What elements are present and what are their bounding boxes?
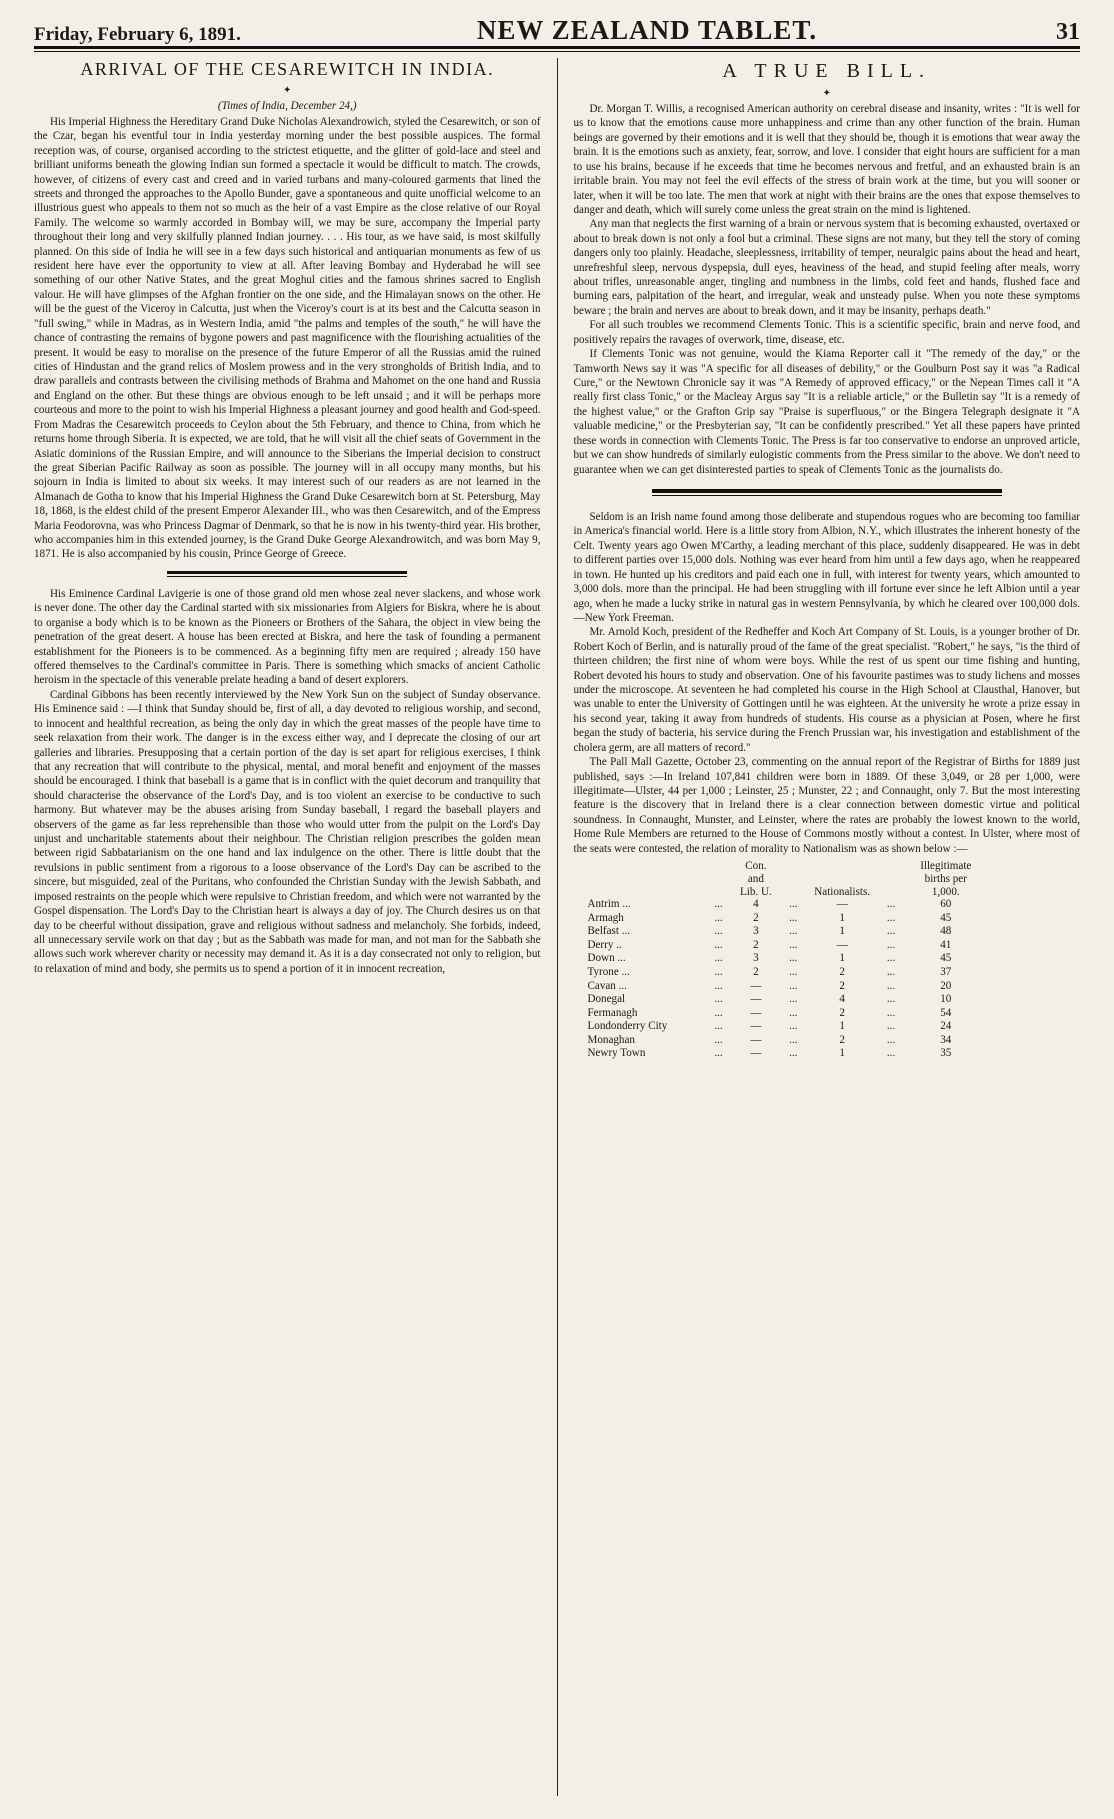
table-row <box>584 980 984 994</box>
con-lib-cell: 2 <box>753 911 759 924</box>
section-divider <box>652 489 1002 496</box>
issue-date: Friday, February 6, 1891. <box>34 24 241 45</box>
con-lib-cell: — <box>750 1020 762 1033</box>
dots-cell: ... <box>886 979 896 992</box>
dots-cell: ... <box>789 898 798 911</box>
table-body <box>584 898 984 1060</box>
illegitimate-cell: 37 <box>940 966 952 978</box>
dots-cell: ... <box>789 911 798 924</box>
table-row <box>584 898 984 912</box>
county-cell: Down ... <box>587 952 626 965</box>
con-lib-cell: — <box>750 1033 762 1046</box>
county-cell: Newry Town <box>587 1047 646 1060</box>
illegitimate-cell: 10 <box>940 993 952 1006</box>
table-row <box>584 1034 984 1048</box>
county-cell: Belfast ... <box>587 925 631 938</box>
dots-cell: ... <box>714 938 723 951</box>
table-row <box>584 925 984 939</box>
right-column <box>563 58 1081 1796</box>
illegitimate-cell: 54 <box>940 1006 952 1019</box>
table-row <box>584 912 984 926</box>
true-bill-paragraph-3: For all such troubles we recommend Clements Tonic. This is a scientific specific, brain and nerve food, and positively repairs the ravages of overwork, time, disease, etc. <box>573 319 1080 346</box>
dots-cell: ... <box>886 938 896 951</box>
dots-cell: ... <box>886 1047 896 1060</box>
koch-paragraph: Mr. Arnold Koch, president of the Redheffer and Koch Art Company of St. Louis, is a younger brother of Dr. Robert Koch of Berlin, and is naturally proud of the fame of the great specialist. "Robert," he says, "is the third of thirteen children; the first nine of whom were boys. While the rest of us spent our time fishing and hunting, Robert devoted his hours to study and observation. One of his favourite pastimes was to study lichens and mosses under the microscope. At seventeen he had completed his course in the High School at Clausthal, Hanover, but was unable to enter the University of Gottingen until he was eighteen. At the university he wrote a prize essay in his second year, taking it away from hundreds of students. His course as a physician at Posen, where he first began the study of bacteria, his service during the French Prussian war, his investigation and establishment of the cholera germ, are all matters of record." <box>573 626 1080 754</box>
table-row <box>584 939 984 953</box>
dots-cell: ... <box>789 925 798 938</box>
con-lib-cell: 4 <box>753 898 759 911</box>
dots-cell: ... <box>789 1033 798 1046</box>
nationalists-cell: 2 <box>839 1006 845 1019</box>
true-bill-paragraph-4: If Clements Tonic was not genuine, would the Kiama Reporter call it "The remedy of the day," or the Tamworth News say it was "A specific for all diseases of debility," or the Goulburn Post say it was "a Radical Cure," or the Newtown Chronicle say it was "A Remedy of approved efficacy," or the Nepean Times call it "A really first class Tonic," or the Macleay Argus say "It is a reliable article," or the Bulletin say "It is a remedy of the highest value," or the Grafton Grip say "Praise is superfluous," or the Bingera Telegraph designate it "A valuable medicine," or the Presbyterian say, "It can be confidently prescribed." Yet all these papers have printed these words in connection with Clements Tonic. The Press is far too conservative to endorse an unproved article, but we can show hundreds of similarly eulogistic comments from the Press similar to the above. We don't need to guarantee when we can get disinterested parties to speak of Clements Tonic as the journalists do. <box>573 348 1080 476</box>
table-row <box>584 966 984 980</box>
dots-cell: ... <box>714 1033 723 1046</box>
dots-cell: ... <box>714 952 723 965</box>
header-nationalists: Nationalists. <box>814 885 871 898</box>
county-cell: Londonderry City <box>587 1020 668 1033</box>
county-cell: Derry .. <box>587 938 622 951</box>
dots-cell: ... <box>789 1047 798 1060</box>
true-bill-paragraph-2: Any man that neglects the first warning of a brain or nervous system that is becoming exhausted, overtaxed or about to break down is not only a fool but a criminal. These signs are not many, but they tell the story of coming dangers only too plainly. Headache, sleeplessness, irritability of temper, neuralgic pains about the head and heart, unrefreshful sleep, nervous dyspepsia, dull eyes, heaviness of the head, and stupid feeling after meals, worry about trifles, unreasonable anger, tingling and numbness in the limbs, cold feet and hands, flushed face and burning ears, palpitation of the heart, and irregular, weak and unsteady pulse. When you note these symptoms beware ; the brain and nerves are about to break down, and it may be insanity, perhaps death." <box>573 218 1080 317</box>
nationalists-cell: — <box>836 938 848 951</box>
county-cell: Armagh <box>587 911 624 924</box>
illegitimate-cell: 48 <box>940 925 952 938</box>
dots-cell: ... <box>886 1033 896 1046</box>
section-divider <box>167 571 407 577</box>
dots-cell: ... <box>789 1006 798 1019</box>
ulster-statistics-table <box>584 860 984 1061</box>
illegitimate-cell: 20 <box>940 979 952 992</box>
masthead-rule <box>34 51 1080 52</box>
con-lib-cell: — <box>750 1047 762 1060</box>
article-dateline: (Times of India, December 24,) <box>217 100 357 113</box>
dots-cell: ... <box>886 925 896 938</box>
dots-cell: ... <box>714 979 723 992</box>
article-lavigerie-body: His Eminence Cardinal Lavigerie is one of those grand old men whose zeal never slackens, and whose work is never done. The other day the Cardinal started with six missionaries from Algiers for Biskra, where he is about to organise a body which is to be known as the Pioneers or Brothers of the Sahara, the object in view being the penetration of the great desert. A house has been erected at Biskra, and here the task of founding a permanent establishment for the Pioneers is to be commenced. As a beginning fifty men are required ; already 150 have offered themselves to the Cardinal's committee in Paris. There is something which smacks of ancient Catholic heroism in the spectacle of this venerable prelate heading a band of desert explorers. <box>34 587 541 687</box>
column-rule <box>557 58 558 1796</box>
illegitimate-cell: 24 <box>940 1020 952 1033</box>
illegitimate-cell: 35 <box>940 1047 952 1060</box>
table-row <box>584 1047 984 1061</box>
article-heading-true-bill: A TRUE BILL. <box>722 60 932 82</box>
dots-cell: ... <box>789 938 798 951</box>
ornament-icon: ✦ <box>822 88 831 99</box>
table-row <box>584 1020 984 1034</box>
dots-cell: ... <box>714 1020 723 1033</box>
nationalists-cell: 2 <box>839 966 845 978</box>
con-lib-cell: — <box>750 979 762 992</box>
ornament-icon: ✦ <box>283 85 292 97</box>
dots-cell: ... <box>886 993 896 1006</box>
dots-cell: ... <box>789 979 798 992</box>
con-lib-cell: — <box>750 993 762 1006</box>
masthead <box>34 6 1080 49</box>
page-number: 31 <box>1056 19 1080 45</box>
columns <box>34 58 1080 1796</box>
con-lib-cell: 3 <box>753 952 759 965</box>
newspaper-title: NEW ZEALAND TABLET. <box>476 15 818 45</box>
dots-cell: ... <box>886 1006 896 1019</box>
table-row <box>584 952 984 966</box>
dots-cell: ... <box>714 925 723 938</box>
dots-cell: ... <box>886 952 896 965</box>
dots-cell: ... <box>714 966 723 978</box>
true-bill-paragraph-1: Dr. Morgan T. Willis, a recognised American authority on cerebral disease and insanity, writes : "It is well for us to know that the emotions cause more unhappiness and crime than any other function of the brain. Human beings are governed by their emotions and it is well that they should be, though it is emotions that wear away the brain. It is the emotions such as anxiety, fear, sorrow, and love. I consider that eight hours are sufficient for a man to use his brains, because if he exceeds that time he becomes nervous and fretful, and an exhausted brain is an irritable brain. You may not feel the evil effects of the stress of brain work at the time, but you will sooner or later, when it will be too late. The men that work at night with their brains are the ones that expose themselves to danger and death, which will surely come unless the great strain on the mind is lightened. <box>573 103 1080 216</box>
illegitimate-cell: 45 <box>940 952 952 965</box>
dots-cell: ... <box>886 1020 896 1033</box>
county-cell: Antrim ... <box>587 898 631 911</box>
dots-cell: ... <box>789 1020 798 1033</box>
county-cell: Fermanagh <box>587 1006 638 1019</box>
con-lib-cell: — <box>750 1006 762 1019</box>
table-row <box>584 1007 984 1021</box>
dots-cell: ... <box>886 911 896 924</box>
nationalists-cell: 2 <box>839 1033 845 1046</box>
article-cesarewitch-body: His Imperial Highness the Hereditary Grand Duke Nicholas Alexandrowich, styled the Cesarewitch, or son of the Czar, began his eventful tour in India yesterday morning under the best possible auspices. The formal reception was, of course, organised according to the strictest etiquette, and the glitter of gold-lace and steel and brilliant uniforms beneath the glowing Indian sun formed a spectacle it would be difficult to match. The crowds, however, of citizens of every cast and creed and in varied turbans and many-coloured garments that lined the streets and thronged the approaches to the Apollo Bunder, gave a spontaneous and quite unofficial welcome to an illustrious guest who appeals to them not so much as the heir of a vast Empire as the close relative of our Royal Family. The welcome so warmly accorded in Bombay will, we may be sure, accompany the Imperial party throughout their long and very skilfully planned Indian journey. . . . His tour, as we have said, is most skilfully planned. On this side of India he will see in a few days such historical and antiquarian monuments as few of us resident here have ever the opportunity to view at all. After leaving Bombay and Hyderabad he will see something of our other Native States, and the great Moghul cities and the famous shrines sacred to English valour. He will have glimpses of the Afghan frontier on the one side, and the Himalayan snows on the other. He will be the guest of the Viceroy in Calcutta, just when the Viceroy's court is at its best and the Calcutta season in "full swing," while in Madras, as in Western India, amid "the palms and temples of the south," he will have the chance of contrasting the remains of bygone powers and past magnificence with the flourishing actualities of the present. It would be easy to moralise on the presence of the future Emperor of all the Russias amid the ruined cities of Hindustan and the grand relics of Moslem prowess and in the very strongholds of British India, and to draw parallels and contrasts between the civilising methods of Brahma and Mahomet on the one hand and Russia and England on the other. But these things are obvious enough to be left unsaid ; and it will be perhaps more courteous and more to the point to wish his Imperial Highness a pleasant journey and good health and God-speed. From Madras the Cesarewitch proceeds to Ceylon about the 5th February, and thence to China, from which he returns home through Siberia. It is expected, we are told, that he will visit all the chief seats of Government in the Asiatic dominions of the Russian Empire, and will announce to the Siberians the Imperial decision to construct the great Siberian Pacific Railway as soon as possible. The journey will in all occupy many months, but his sojourn in India is limited to about six weeks. It may interest such of our readers as are not learned in the Almanach de Gotha to know that his Imperial Highness the Grand Duke Cesarewitch born at St. Petersburg, May 18, 1868, is the eldest child of the present Emperor Alexander III., who was then Cesarewitch, and of the Empress Maria Feodorovna, was who Princess Dagmar of Denmark, so that he is now in his twenty-third year. His brother, who accompanies him in this extended journey, is the Grand Duke George Alexandrowitch, and was born May 9, 1871. He is also accompanied by his cousin, Prince George of Greece. <box>34 115 541 561</box>
dots-cell: ... <box>789 993 798 1006</box>
nationalists-cell: 1 <box>839 1020 845 1033</box>
dots-cell: ... <box>886 966 896 978</box>
illegitimate-cell: 60 <box>940 898 952 911</box>
table-row <box>584 993 984 1007</box>
nationalists-cell: 2 <box>839 979 845 992</box>
county-cell: Cavan ... <box>587 979 627 992</box>
nationalists-cell: — <box>836 898 848 911</box>
nationalists-cell: 4 <box>839 993 845 1006</box>
dots-cell: ... <box>714 911 723 924</box>
nationalists-cell: 1 <box>839 925 845 938</box>
article-gibbons-body: Cardinal Gibbons has been recently interviewed by the New York Sun on the subject of Sunday observance. His Eminence said : —I think that Sunday should be, first of all, a day devoted to religious worship, and second, to innocent and healthful recreation, as being the only day in which the great masses of the people have time to seek relaxation from their work. The danger is in the excess either way, and I deprecate the closing of our art galleries and libraries. Presupposing that a certain portion of the day is set apart for religious exercises, I think that any recreation that will contribute to the physical, mental, and moral benefit and enjoyment of the masses should be encouraged. I think that baseball is a game that is in conflict with the quiet decorum and tranquility that should characterise the observance of the Lord's Day, and is too violent an exercise to be conductive to such harmony. But whatever may be the abuses arising from Sunday baseball, I regard the baseball players and observers of the game as far less reprehensible than those who would utter from the pulpit on the Lord's Day unjust and uncharitable statements about their neighbour. The Christian religion prescribes the golden mean between rigid Sabbatarianism on the one hand and lax indulgence on the other. There is little doubt that the revulsions in public sentiment from a rigorous to a loose observance of the Lord's Day can be ascribed to the sincere, but misguided, zeal of the Puritans, who confounded the Christian Sunday with the Jewish Sabbath, and imposed restraints on the people which were repulsive to Christian freedom, and which were not warranted by the Gospel dispensation. The Lord's Day to the Christian heart is always a day of joy. The Church desires us on that day to be cheerful without dissipation, grave and religious without sadness and melancholy. She forbids, indeed, all unnecessary servile work on that day ; but as the Sabbath was made for man, and not man for the Sabbath she allows such work wherever charity or necessity may demand it. As it is a day consecrated not only to religion, but to relaxation of mind and body, she permits us to spend a portion of it in innocent recreation, <box>34 688 541 975</box>
county-cell: Tyrone ... <box>587 966 630 978</box>
left-column <box>34 58 552 1796</box>
irish-honesty-paragraph: Seldom is an Irish name found among those deliberate and stupendous rogues who are becoming too familiar in America's financial world. Here is a little story from Albion, N.Y., which illustrates the inherent honesty of the Celt. Twenty years ago Owen M'Carthy, a leading merchant of this place, suddenly disappeared. He was in debt to different parties over 15,000 dols. Nothing was ever heard from him until a few days ago, when he reappeared in town. He hunted up his creditors and paid each one in full, with interest for twenty years, which amounted to 3,000 dols. more than the principal. He had been struggling with ill fortune ever since he left Albion until a year ago, when he made a lucky strike in natural gas in western Pennsylvania, by which he cleared over 100,000 dols.—New York Freeman. <box>573 510 1080 624</box>
con-lib-cell: 3 <box>753 925 759 938</box>
nationalists-cell: 1 <box>839 1047 845 1060</box>
illegitimate-cell: 34 <box>940 1033 952 1046</box>
county-cell: Monaghan <box>587 1033 635 1046</box>
nationalists-cell: 1 <box>839 952 845 965</box>
dots-cell: ... <box>886 898 896 911</box>
illegitimate-cell: 45 <box>940 911 952 924</box>
dots-cell: ... <box>714 1047 723 1060</box>
pall-mall-paragraph: The Pall Mall Gazette, October 23, commenting on the annual report of the Registrar of Births for 1889 just published, says :—In Ireland 107,841 children were born in 1889. Of these 3,049, or 28 per 1,000, were illegitimate—Ulster, 44 per 1,000 ; Leinster, 25 ; Munster, 22 ; and Connaught, only 7. But the most interesting feature is the discovery that in Ireland there is a clear connection between domestic virtue and political soundness. In Connaught, Munster, and Leinster, where the rates are probably the lowest known to the world, Home Rule Members are returned to the House of Commons mostly without a contest. In Ulster, where most of the seats were contested, the relation of morality to Nationalism was as shown below :— <box>573 756 1080 855</box>
nationalists-cell: 1 <box>839 911 845 924</box>
con-lib-cell: 2 <box>753 938 759 951</box>
dots-cell: ... <box>789 966 798 978</box>
dots-cell: ... <box>714 898 723 911</box>
article-heading-cesarewitch: ARRIVAL OF THE CESAREWITCH IN INDIA. <box>80 59 495 79</box>
header-con-lib: Con. and Lib. U. <box>740 860 772 898</box>
dots-cell: ... <box>714 993 723 1006</box>
dots-cell: ... <box>714 1006 723 1019</box>
header-illegitimate: Illegitimate births per 1,000. <box>920 860 972 898</box>
table-header-row <box>584 860 984 898</box>
con-lib-cell: 2 <box>753 966 759 978</box>
county-cell: Donegal <box>587 993 626 1006</box>
illegitimate-cell: 41 <box>940 938 952 951</box>
dots-cell: ... <box>789 952 798 965</box>
